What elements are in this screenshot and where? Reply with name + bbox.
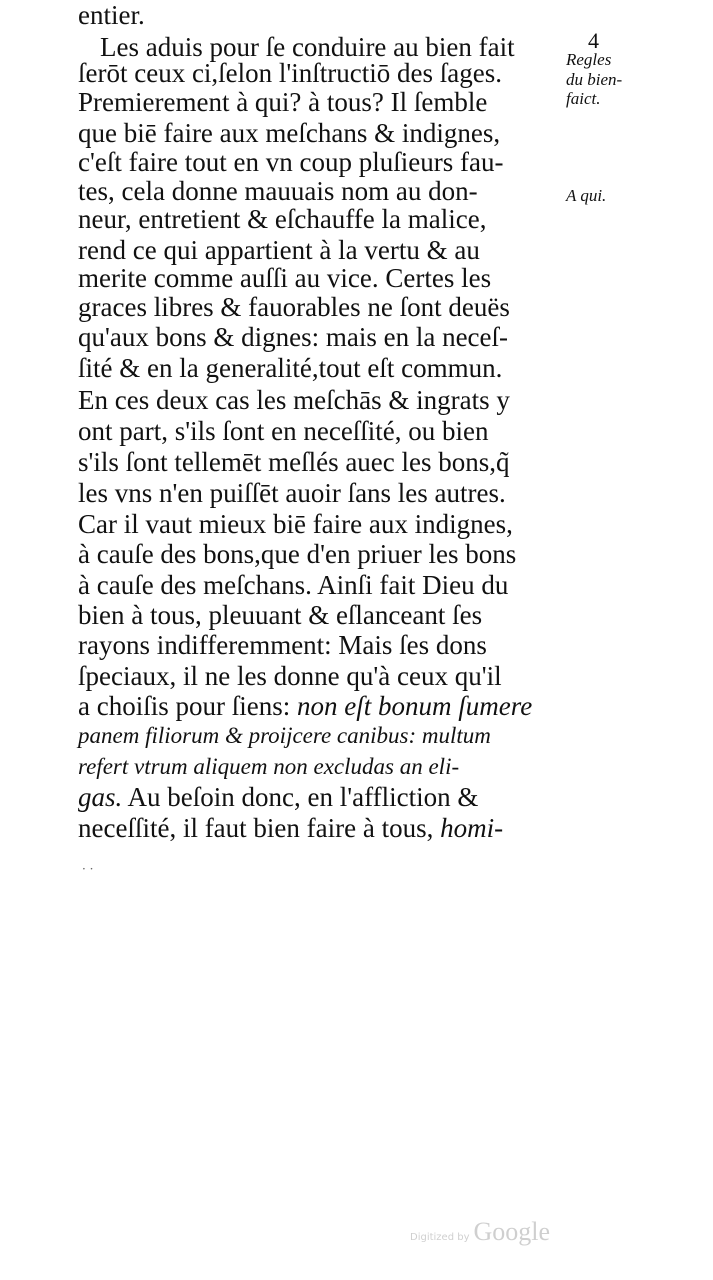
text-line: s'ils ſont tellemēt meſlés auec les bons,q̃ [78,447,510,477]
italic-quote: panem filiorum & proijcere canibus: multum [78,723,491,748]
google-watermark [410,1217,550,1247]
roman-text: a choiſis pour ſiens: [78,691,291,721]
margin-note-line: Regles [566,50,612,69]
watermark-digitized-by: Digitized by [410,1232,470,1243]
text-line: ſerōt ceux ci,ſelon l'inſtructiō des ſages. [78,58,502,88]
text-line: qu'aux bons & dignes: mais en la neceſ- [78,322,509,352]
text-line: les vns n'en puiſſēt auoir ſans les autres. [78,478,506,508]
text-line [78,724,491,747]
italic-quote: gas. [78,782,123,812]
text-line: merite comme auſſi au vice. Certes les [78,263,492,293]
text-line: tes, cela donne mauuais nom au don- [78,176,478,206]
page-specks-decoration: · · [82,862,94,876]
text-line: entier. [78,0,145,30]
text-line: rayons indifferemment: Mais ſes dons [78,630,487,660]
text-line [78,693,532,720]
margin-note-rules [566,50,622,109]
margin-note-a-qui: A qui. [566,186,607,205]
text-line: c'eſt faire tout en vn coup pluſieurs fau- [78,147,504,177]
roman-text: Au beſoin donc, en l'affliction & [127,782,479,812]
italic-quote: non eſt bonum ſumere [296,691,533,721]
text-line [78,755,459,778]
text-line [78,815,503,842]
text-line: ont part, s'ils ſont en neceſſité, ou bien [78,416,489,446]
italic-quote: homi- [440,813,504,843]
italic-quote: refert vtrum aliquem non excludas an eli- [78,754,460,779]
text-line: bien à tous, pleuuant & eſlanceant ſes [78,600,483,630]
text-line: rend ce qui appartient à la vertu & au [78,235,480,265]
page-number: 4 [588,28,599,53]
text-line: que biē faire aux meſchans & indignes, [78,118,501,148]
text-line: En ces deux cas les meſchās & ingrats y [78,385,510,415]
text-line: ſpeciaux, il ne les donne qu'à ceux qu'il [78,661,502,691]
text-line: Car il vaut mieux biē faire aux indignes, [78,509,513,539]
text-line: graces libres & fauorables ne ſont deuës [78,292,510,322]
watermark-google-logo: Google [473,1217,551,1246]
text-line: neur, entretient & eſchauffe la malice, [78,204,487,234]
text-line: à cauſe des bons,que d'en priuer les bons [78,539,517,569]
margin-note-line: faict. [566,89,601,109]
text-line [78,784,478,811]
text-line: à cauſe des meſchans. Ainſi fait Dieu du [78,570,509,600]
text-line: Les aduis pour ſe conduire au bien fait [100,32,515,62]
text-line: Premierement à qui? à tous? Il ſemble [78,87,488,117]
text-line: ſité & en la generalité,tout eſt commun. [78,353,503,383]
roman-text: neceſſité, il faut bien faire à tous, [78,813,434,843]
margin-note-line: du bien- [566,69,623,89]
